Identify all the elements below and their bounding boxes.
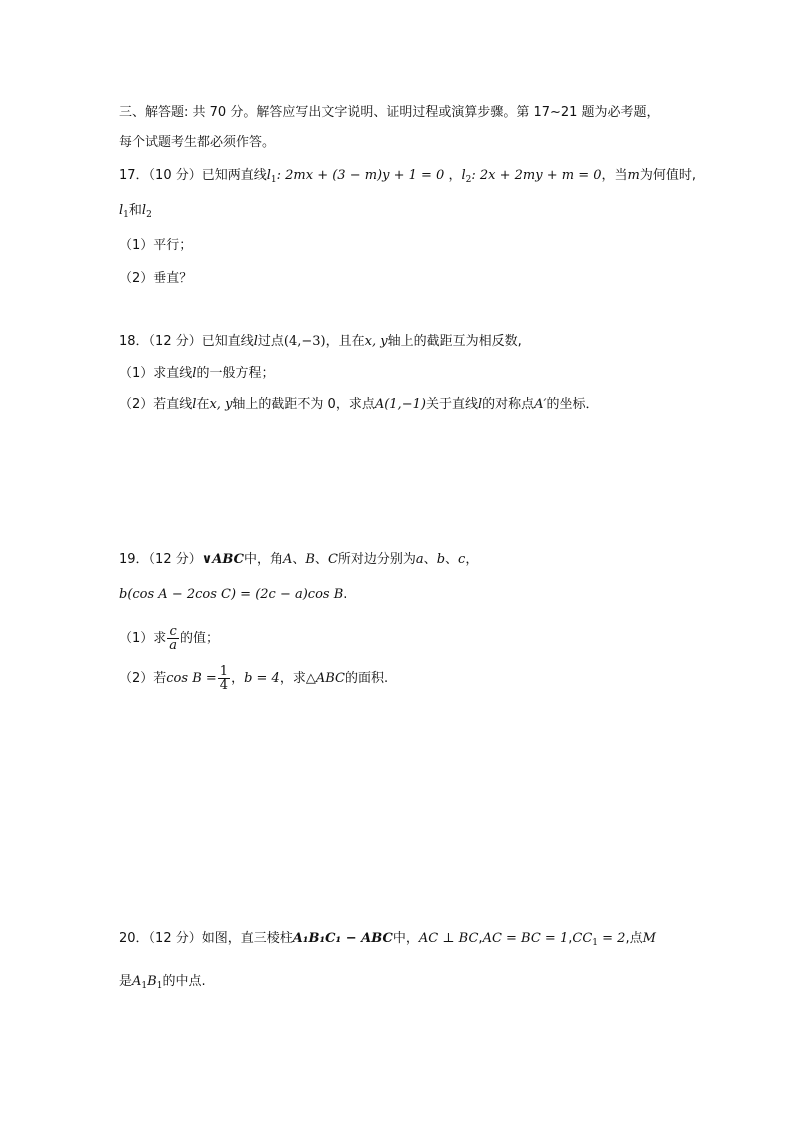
q19-p2-d: 的面积. — [344, 671, 389, 686]
q17-l1-equation: : 2mx + (3 − m)y + 1 = 0 — [276, 168, 445, 183]
q17-and: 和 — [128, 203, 142, 218]
q17-prefix: 17．（10 分）已知两直线 — [119, 168, 267, 183]
q20-b1: B — [147, 974, 157, 989]
q19-triangle: ∨ABC — [201, 552, 244, 567]
q18-p2-a: （2）若直线 — [119, 397, 193, 412]
q20-intro-a: 20．（12 分）如图，直三棱柱 — [119, 931, 293, 946]
q18-intro-d: 轴上的截距互为相反数, — [387, 334, 522, 349]
section-header-line2: 每个试题考生都必须作答。 — [119, 135, 276, 150]
q17-part2: （2）垂直？ — [119, 271, 193, 286]
q17-l1-ref: l — [119, 203, 124, 218]
q19-sep1: 、 — [292, 552, 306, 567]
q19-part1 — [119, 624, 219, 654]
q20-line2-a: 是 — [119, 974, 133, 989]
q20-cond3: CC — [572, 931, 593, 946]
q19-side-c: c — [458, 552, 466, 567]
q18-l: l — [253, 334, 258, 349]
q19-p2-a: （2）若 — [119, 671, 167, 686]
q20-cond3-sub: 1 — [592, 938, 599, 948]
q18-p2-xy: x, y — [209, 397, 233, 412]
q19-p1-b: 的值； — [180, 631, 220, 646]
q19-intro-b: 中，角 — [243, 552, 283, 567]
q18-point: (4,−3) — [283, 334, 326, 349]
q17-var-m: m — [627, 168, 640, 183]
q17-l2-ref: l — [141, 203, 147, 218]
q20-comma2: , — [568, 931, 573, 946]
q17-stem-line2 — [119, 201, 152, 221]
q19-sep4: 、 — [445, 552, 459, 567]
q18-p1-l: l — [192, 366, 197, 381]
q19-p2-b: ， — [231, 671, 245, 686]
section-header-line1: 三、解答题: 共 70 分。解答应写出文字说明、证明过程或演算步骤。第 17~21 题为必考题， — [119, 105, 660, 120]
q18-p2-f: 的坐标． — [546, 397, 599, 412]
q18-p2-l2: l — [477, 397, 483, 412]
q20-point-m: M — [642, 931, 656, 946]
q19-p2-c: ，求△ — [279, 671, 316, 686]
q20-b1-sub: 1 — [156, 981, 163, 991]
q18-a-prime: A′ — [534, 397, 547, 412]
q18-intro-c: ，且在 — [325, 334, 365, 349]
q19-fraction-c-over-a — [167, 625, 179, 652]
q19-fraction-one-quarter — [218, 665, 230, 692]
q19-part2 — [119, 664, 388, 694]
q18-p2-d: 关于直线 — [425, 397, 478, 412]
q18-p2-b: 在 — [196, 397, 210, 412]
q18-part2 — [119, 395, 599, 415]
q19-angle-b: B — [305, 552, 315, 567]
q19-fraction-one: 1 — [219, 664, 229, 679]
q19-intro-c: 所对边分别为 — [337, 552, 416, 567]
q19-equation-dot: . — [343, 587, 348, 602]
q17-l1-sub: 1 — [270, 175, 277, 185]
q19-cosb: cos B = — [166, 671, 217, 686]
q20-prism: A₁B₁C₁ − ABC — [292, 931, 393, 946]
q18-p1-a: （1）求直线 — [119, 366, 193, 381]
q19-p1-a: （1）求 — [119, 631, 167, 646]
q20-cond1: AC ⊥ BC — [418, 931, 479, 946]
q19-angle-c: C — [327, 552, 338, 567]
q17-l1-ref-sub: 1 — [123, 210, 129, 220]
q20-comma1: , — [478, 931, 483, 946]
q20-a1-sub: 1 — [141, 981, 148, 991]
q19-intro-a: 19．（12 分） — [119, 552, 202, 567]
q20-stem-line2 — [119, 972, 206, 992]
q18-xy: x, y — [364, 334, 388, 349]
q17-tail: ，当 — [601, 168, 628, 183]
q19-fraction-num: c — [167, 625, 179, 639]
q17-l2-equation: : 2x + 2my + m = 0 — [471, 168, 602, 183]
q17-part1: （1）平行； — [119, 238, 193, 253]
q20-intro-b: 中， — [392, 931, 419, 946]
q17-tail2: 为何值时, — [639, 168, 697, 183]
q18-p2-l: l — [192, 397, 197, 412]
q19-side-b: b — [436, 552, 446, 567]
q19-side-a: a — [415, 552, 424, 567]
q20-stem — [119, 929, 656, 949]
q19-sep3: 、 — [423, 552, 437, 567]
q19-comma: ， — [465, 552, 479, 567]
q20-cond2: AC = BC = 1 — [482, 931, 569, 946]
q19-angle-a: A — [282, 552, 293, 567]
q17-stem — [119, 166, 696, 186]
q19-stem — [119, 550, 478, 570]
q17-l2: l — [461, 168, 466, 183]
q18-intro-a: 18．（12 分）已知直线 — [119, 334, 254, 349]
q18-intro-b: 过点 — [257, 334, 284, 349]
q18-point-a: A(1,−1) — [374, 397, 426, 412]
q17-l2-ref-sub: 2 — [146, 210, 152, 220]
q19-abc: ABC — [315, 671, 345, 686]
q17-l1: l — [266, 168, 271, 183]
q20-intro-c: ,点 — [625, 931, 643, 946]
q19-equation — [119, 585, 347, 605]
q20-line2-b: 的中点. — [162, 974, 206, 989]
q18-p2-c: 轴上的截距不为 0，求点 — [232, 397, 375, 412]
q19-fraction-four: 4 — [219, 678, 229, 693]
q20-a1: A — [132, 974, 142, 989]
q18-part1 — [119, 364, 274, 384]
q18-stem — [119, 332, 522, 352]
q18-p1-b: 的一般方程； — [196, 366, 275, 381]
q17-comma: ， — [448, 168, 462, 183]
q19-b-equals-4: b = 4 — [244, 671, 280, 686]
q19-equation-text: b(cos A − 2cos C) = (2c − a)cos B — [119, 587, 344, 602]
q20-cond3-tail: = 2 — [598, 931, 626, 946]
q19-fraction-den: a — [169, 638, 178, 653]
q19-sep2: 、 — [314, 552, 328, 567]
q18-p2-e: 的对称点 — [482, 397, 535, 412]
q17-l2-sub: 2 — [465, 175, 472, 185]
